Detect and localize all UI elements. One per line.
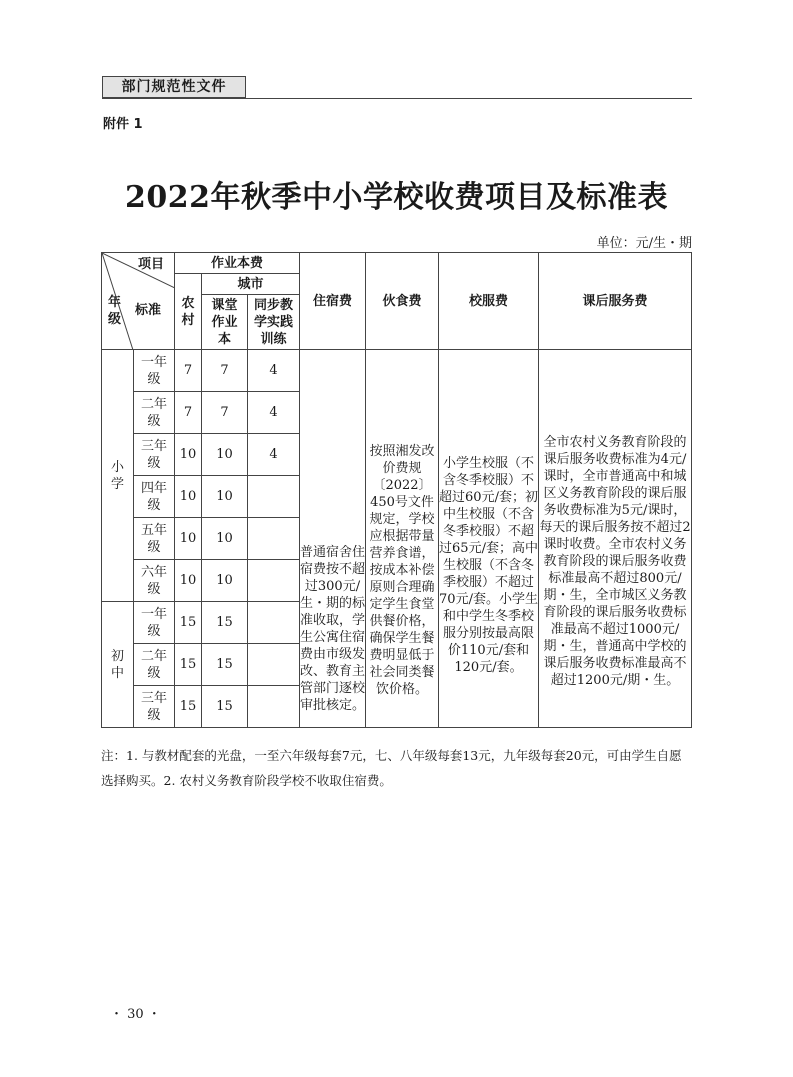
rural-fee-cell: 7: [175, 350, 202, 392]
sync-practice-fee-cell: 4: [248, 434, 300, 476]
rural-fee-cell: 10: [175, 434, 202, 476]
workbook-fee-header: 作业本费: [175, 253, 300, 274]
grade-cell: 五年 级: [134, 518, 175, 560]
after-school-fee-header: 课后服务费: [539, 253, 692, 350]
grade-cell: 二年 级: [134, 392, 175, 434]
grade-cell: 一年 级: [134, 602, 175, 644]
rural-fee-cell: 15: [175, 686, 202, 728]
class-workbook-fee-cell: 7: [202, 350, 248, 392]
grade-cell: 一年 级: [134, 350, 175, 392]
header-rule: [102, 98, 692, 99]
class-workbook-fee-cell: 7: [202, 392, 248, 434]
page-number: ・ 30 ・: [110, 1007, 161, 1022]
rural-fee-cell: 10: [175, 518, 202, 560]
table-corner-header: [102, 253, 175, 350]
sync-practice-fee-cell: [248, 560, 300, 602]
primary-school-label: 小 学: [102, 350, 134, 602]
rural-fee-cell: 15: [175, 644, 202, 686]
class-workbook-fee-cell: 15: [202, 644, 248, 686]
corner-grade-label: 年 级: [108, 295, 122, 327]
corner-item-label: 项目: [138, 257, 165, 272]
class-workbook-fee-cell: 10: [202, 434, 248, 476]
rural-fee-cell: 15: [175, 602, 202, 644]
uniform-fee-header: 校服费: [439, 253, 539, 350]
rural-header: 农 村: [175, 274, 202, 350]
sync-practice-fee-cell: [248, 686, 300, 728]
city-header: 城市: [202, 274, 300, 295]
grade-cell: 六年 级: [134, 560, 175, 602]
rural-fee-cell: 7: [175, 392, 202, 434]
after-school-fee-text: 全市农村义务教育阶段的课后服务收费标准为4元/课时，全市普通高中和城区义务教育阶段的课后服务收费标准为5元/课时，每天的课后服务按不超过2课时收费。全市农村义务教育阶段的课后服务收费标准最高不超过800元/期・生，全市城区义务教育阶段的课后服务收费标准最高不超过1000元/期・生，普通高中学校的课后服务收费标准最高不超过1200元/期・生。: [539, 350, 692, 728]
grade-cell: 四年 级: [134, 476, 175, 518]
class-workbook-fee-cell: 15: [202, 686, 248, 728]
sync-practice-header: 同步教 学实践 训练: [248, 295, 300, 350]
sync-practice-fee-cell: [248, 644, 300, 686]
grade-cell: 三年 级: [134, 434, 175, 476]
grade-cell: 三年 级: [134, 686, 175, 728]
class-workbook-fee-cell: 10: [202, 518, 248, 560]
sync-practice-fee-cell: 4: [248, 350, 300, 392]
unit-label: 单位：元/生・期: [596, 236, 692, 251]
meal-fee-header: 伙食费: [366, 253, 439, 350]
boarding-fee-text: 普通宿舍住宿费按不超过300元/生・期的标准收取，学生公寓住宿费由市级发改、教育主管部门逐校审批核定。: [300, 350, 366, 728]
class-workbook-fee-cell: 10: [202, 476, 248, 518]
rural-fee-cell: 10: [175, 476, 202, 518]
sync-practice-fee-cell: [248, 476, 300, 518]
footnote: 注：1. 与教材配套的光盘，一至六年级每套7元，七、八年级每套13元，九年级每套20元，可由学生自愿选择购买。2. 农村义务教育阶段学校不收取住宿费。: [101, 748, 682, 788]
sync-practice-fee-cell: [248, 518, 300, 560]
page-title: 2022年秋季中小学校收费项目及标准表: [125, 180, 668, 215]
boarding-fee-header: 住宿费: [300, 253, 366, 350]
uniform-fee-text: 小学生校服（不含冬季校服）不超过60元/套；初中生校服（不含冬季校服）不超过65元/套；高中生校服（不含冬季校服）不超过70元/套。小学生和中学生冬季校服分别按最高限价110元/套和120元/套。: [439, 350, 539, 728]
fee-table: [101, 252, 692, 728]
sync-practice-fee-cell: 4: [248, 392, 300, 434]
sync-practice-fee-cell: [248, 602, 300, 644]
grade-cell: 二年 级: [134, 644, 175, 686]
rural-fee-cell: 10: [175, 560, 202, 602]
junior-high-label: 初 中: [102, 602, 134, 728]
class-workbook-header: 课堂 作业 本: [202, 295, 248, 350]
section-header-label: 部门规范性文件: [102, 76, 246, 98]
meal-fee-text: 按照湘发改价费规〔2022〕450号文件规定，学校应根据带量营养食谱，按成本补偿原则合理确定学生食堂供餐价格，确保学生餐费明显低于社会同类餐饮价格。: [366, 350, 439, 728]
class-workbook-fee-cell: 15: [202, 602, 248, 644]
corner-standard-label: 标准: [135, 303, 162, 318]
table-row: [102, 350, 692, 392]
attachment-label: 附件 1: [103, 117, 143, 132]
class-workbook-fee-cell: 10: [202, 560, 248, 602]
